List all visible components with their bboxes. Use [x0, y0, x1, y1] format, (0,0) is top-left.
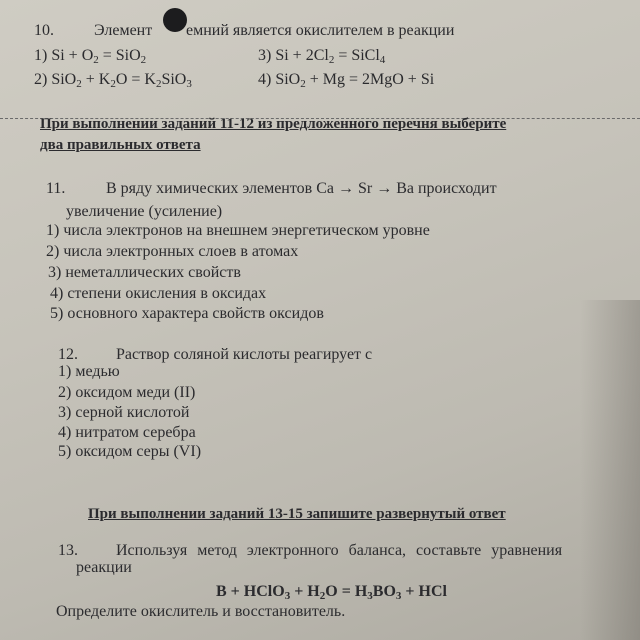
q13-line2: реакции [76, 559, 132, 576]
punch-hole [163, 8, 187, 32]
instruction-13-15: При выполнении заданий 13-15 запишите развернутый ответ [88, 506, 506, 522]
q10-option-2: 2) $SiO_2 + K_2O = K_2SiO_3$ [34, 71, 192, 90]
q11-option-5: 5) основного характера свойств оксидов [50, 305, 324, 322]
q13-equation: B + HClO$_3$ + $H_2O = H_3BO_3$ + HCl [216, 583, 447, 602]
q10-text-b: емний является окислителем в реакции [186, 22, 455, 39]
q10-number: 10. [34, 22, 54, 39]
q10-text-a: Элемент [94, 22, 153, 39]
q11-number: 11. [46, 180, 66, 197]
q10-option-4: 4) SiO$_2$ + Mg = 2MgO + Si [258, 71, 435, 90]
q12-option-3: 3) серной кислотой [58, 404, 190, 421]
instruction-11-12-line2: два правильных ответа [40, 137, 201, 153]
q11-line2: увеличение (усиление) [66, 203, 223, 220]
q12-option-4: 4) нитратом серебра [58, 424, 196, 441]
q13-line3: Определите окислитель и восстановитель. [56, 603, 346, 620]
q11-option-2: 2) числа электронных слоев в атомах [46, 243, 299, 260]
q11-line1: В ряду химических элементов Ca → Sr → Ba происходит [106, 180, 497, 197]
q12-number: 12. [58, 346, 78, 363]
instruction-11-12-line1: При выполнении заданий 11-12 из предложенного перечня выберите [40, 116, 507, 132]
q13-line1: Используя метод электронного баланса, составьте уравнения [116, 542, 563, 559]
q12-line1: Раствор соляной кислоты реагирует с [116, 346, 373, 363]
q12-option-5: 5) оксидом серы (VI) [58, 443, 202, 460]
q10-option-3: 3) $Si + 2Cl_2$ = SiCl$_4$ [258, 47, 386, 66]
q12-option-1: 1) медью [58, 363, 120, 380]
q11-option-4: 4) степени окисления в оксидах [50, 285, 267, 302]
q11-option-3: 3) неметаллических свойств [48, 264, 241, 281]
q10-option-1: 1) $Si + O_2 = SiO_2$ [34, 47, 147, 66]
page-shadow [580, 300, 640, 640]
q11-option-1: 1) числа электронов на внешнем энергетическом уровне [46, 222, 430, 239]
q13-number: 13. [58, 542, 78, 559]
q12-option-2: 2) оксидом меди (II) [58, 384, 196, 401]
